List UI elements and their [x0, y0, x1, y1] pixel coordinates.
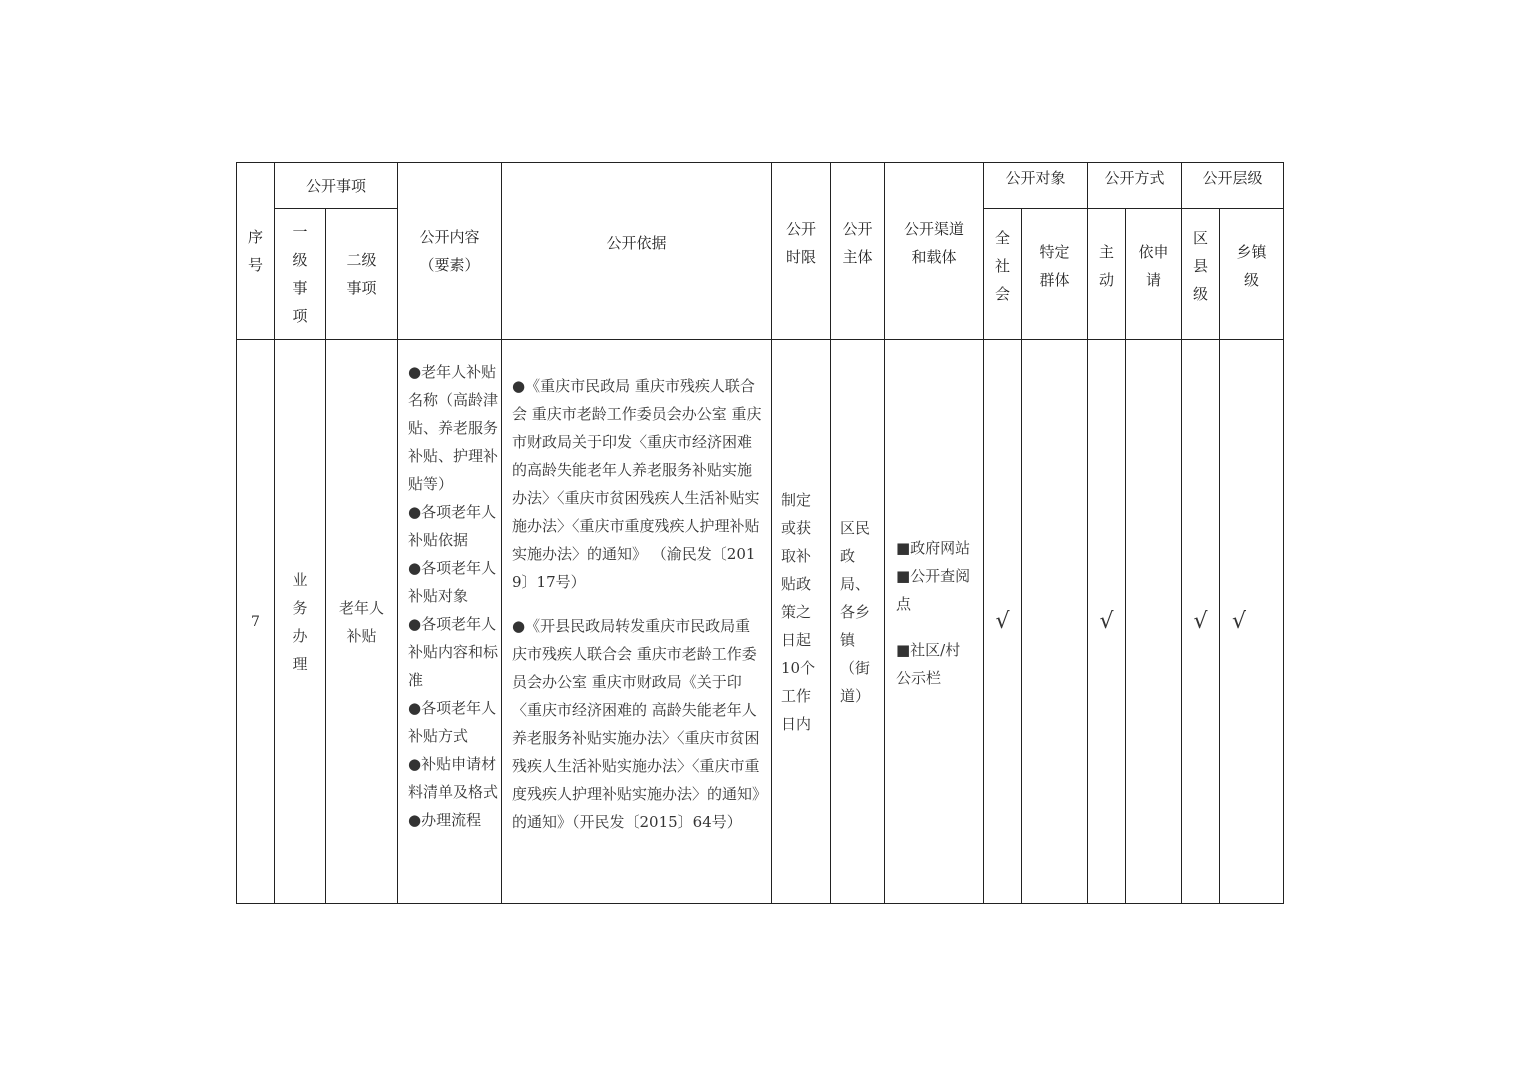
row-channel [896, 534, 974, 692]
header-level-county-label: 区县级 [1192, 229, 1208, 303]
header-level2-label: 二级事项 [346, 251, 377, 297]
header-subject-label: 公开主体 [842, 220, 873, 266]
check-mark: √ [1193, 608, 1208, 634]
header-target-specific [1022, 209, 1087, 323]
check-mark: √ [1231, 608, 1247, 634]
header-level-group [1182, 163, 1283, 193]
header-method-apply [1126, 209, 1181, 323]
header-method-active-label: 主动 [1098, 243, 1114, 289]
header-level1-label: 一级事项 [292, 223, 308, 325]
channel-item: ■社区/村公示栏 [896, 641, 961, 687]
table-border-bottom [236, 903, 1284, 904]
row-target-specific [1022, 340, 1087, 903]
row-method-active [1088, 340, 1125, 903]
header-content [398, 163, 501, 339]
header-seq-label: 序号 [247, 228, 263, 274]
header-target-group [984, 163, 1087, 193]
content-item: ●各项老年人补贴方式 [408, 699, 497, 745]
header-level1 [275, 209, 325, 339]
row-level1 [275, 340, 325, 903]
row-level-town [1220, 340, 1258, 903]
header-target-all-label: 全社会 [994, 229, 1010, 303]
header-method-active [1088, 209, 1125, 323]
disclosure-table [236, 162, 1284, 904]
row-content [408, 358, 498, 834]
row-level2-value: 老年人补贴 [338, 598, 384, 645]
header-subject [831, 163, 884, 323]
row-level2 [326, 340, 397, 903]
basis-item: ●《开县民政局转发重庆市民政局重庆市残疾人联合会 重庆市老龄工作委员会办公室 重庆市财政局《关于印〈重庆市经济困难的 高龄失能老年人养老服务补贴实施办法〉〈重庆市贫困残疾人生活补贴实施办法〉〈重庆市重度残疾人护理补贴实施办法〉的通知》的通知》（开民发〔2015〕64号） [512, 617, 760, 831]
row-target-all [984, 340, 1021, 903]
row-method-apply [1126, 340, 1181, 903]
header-method-apply-label: 依申请 [1138, 243, 1169, 289]
content-item: ●各项老年人补贴对象 [408, 559, 497, 605]
header-method-group-label: 公开方式 [1104, 169, 1165, 187]
check-mark: √ [1099, 608, 1114, 634]
header-level-county [1182, 209, 1219, 323]
header-channel-label: 公开渠道和载体 [903, 220, 964, 266]
header-level2 [326, 209, 397, 339]
header-level-town [1220, 209, 1283, 323]
row-subject-value: 区民政局、各乡镇（街道） [840, 519, 871, 705]
content-item: ●各项老年人补贴依据 [408, 503, 497, 549]
header-basis-label: 公开依据 [606, 234, 667, 252]
header-method-group [1088, 163, 1181, 193]
header-content-label: 公开内容（要素） [419, 228, 480, 274]
row-seq-value: 7 [251, 613, 260, 630]
header-basis [502, 163, 771, 323]
header-channel [885, 163, 983, 323]
col-line [1283, 162, 1284, 904]
content-item: ●老年人补贴名称（高龄津贴、养老服务补贴、护理补贴等） [408, 363, 499, 493]
header-level-group-label: 公开层级 [1202, 169, 1263, 187]
basis-item: ●《重庆市民政局 重庆市残疾人联合会 重庆市老龄工作委员会办公室 重庆市财政局关于印发〈重庆市经济困难的高龄失能老年人养老服务补贴实施办法〉〈重庆市贫困残疾人生活补贴实施办法〉〈重庆市重度残疾人护理补贴实施办法〉的通知》 （渝民发〔2019〕17号） [512, 377, 762, 591]
header-items-group [275, 163, 397, 208]
row-seq [237, 340, 274, 903]
row-subject [840, 514, 876, 710]
header-level-town-label: 乡镇级 [1236, 243, 1267, 289]
content-item: ●办理流程 [408, 811, 482, 829]
check-mark: √ [995, 608, 1010, 634]
header-target-specific-label: 特定群体 [1039, 243, 1070, 289]
channel-item: ■政府网站 ■公开查阅点 [896, 539, 971, 613]
content-item: ●补贴申请材料清单及格式 [408, 755, 499, 801]
content-item: ●各项老年人补贴内容和标准 [408, 615, 499, 689]
header-time-limit-label: 公开时限 [785, 220, 816, 266]
header-target-all [984, 209, 1021, 323]
header-target-group-label: 公开对象 [1005, 169, 1066, 187]
header-items-group-label: 公开事项 [305, 176, 366, 195]
header-time-limit [772, 163, 830, 323]
row-time-limit-value: 制定或获取补贴政策之日起10个工作日内 [781, 491, 816, 733]
row-level-county [1182, 340, 1219, 903]
row-level1-value: 业务办理 [292, 570, 308, 673]
row-basis [512, 372, 764, 836]
header-seq [237, 163, 274, 339]
row-time-limit [781, 486, 817, 738]
